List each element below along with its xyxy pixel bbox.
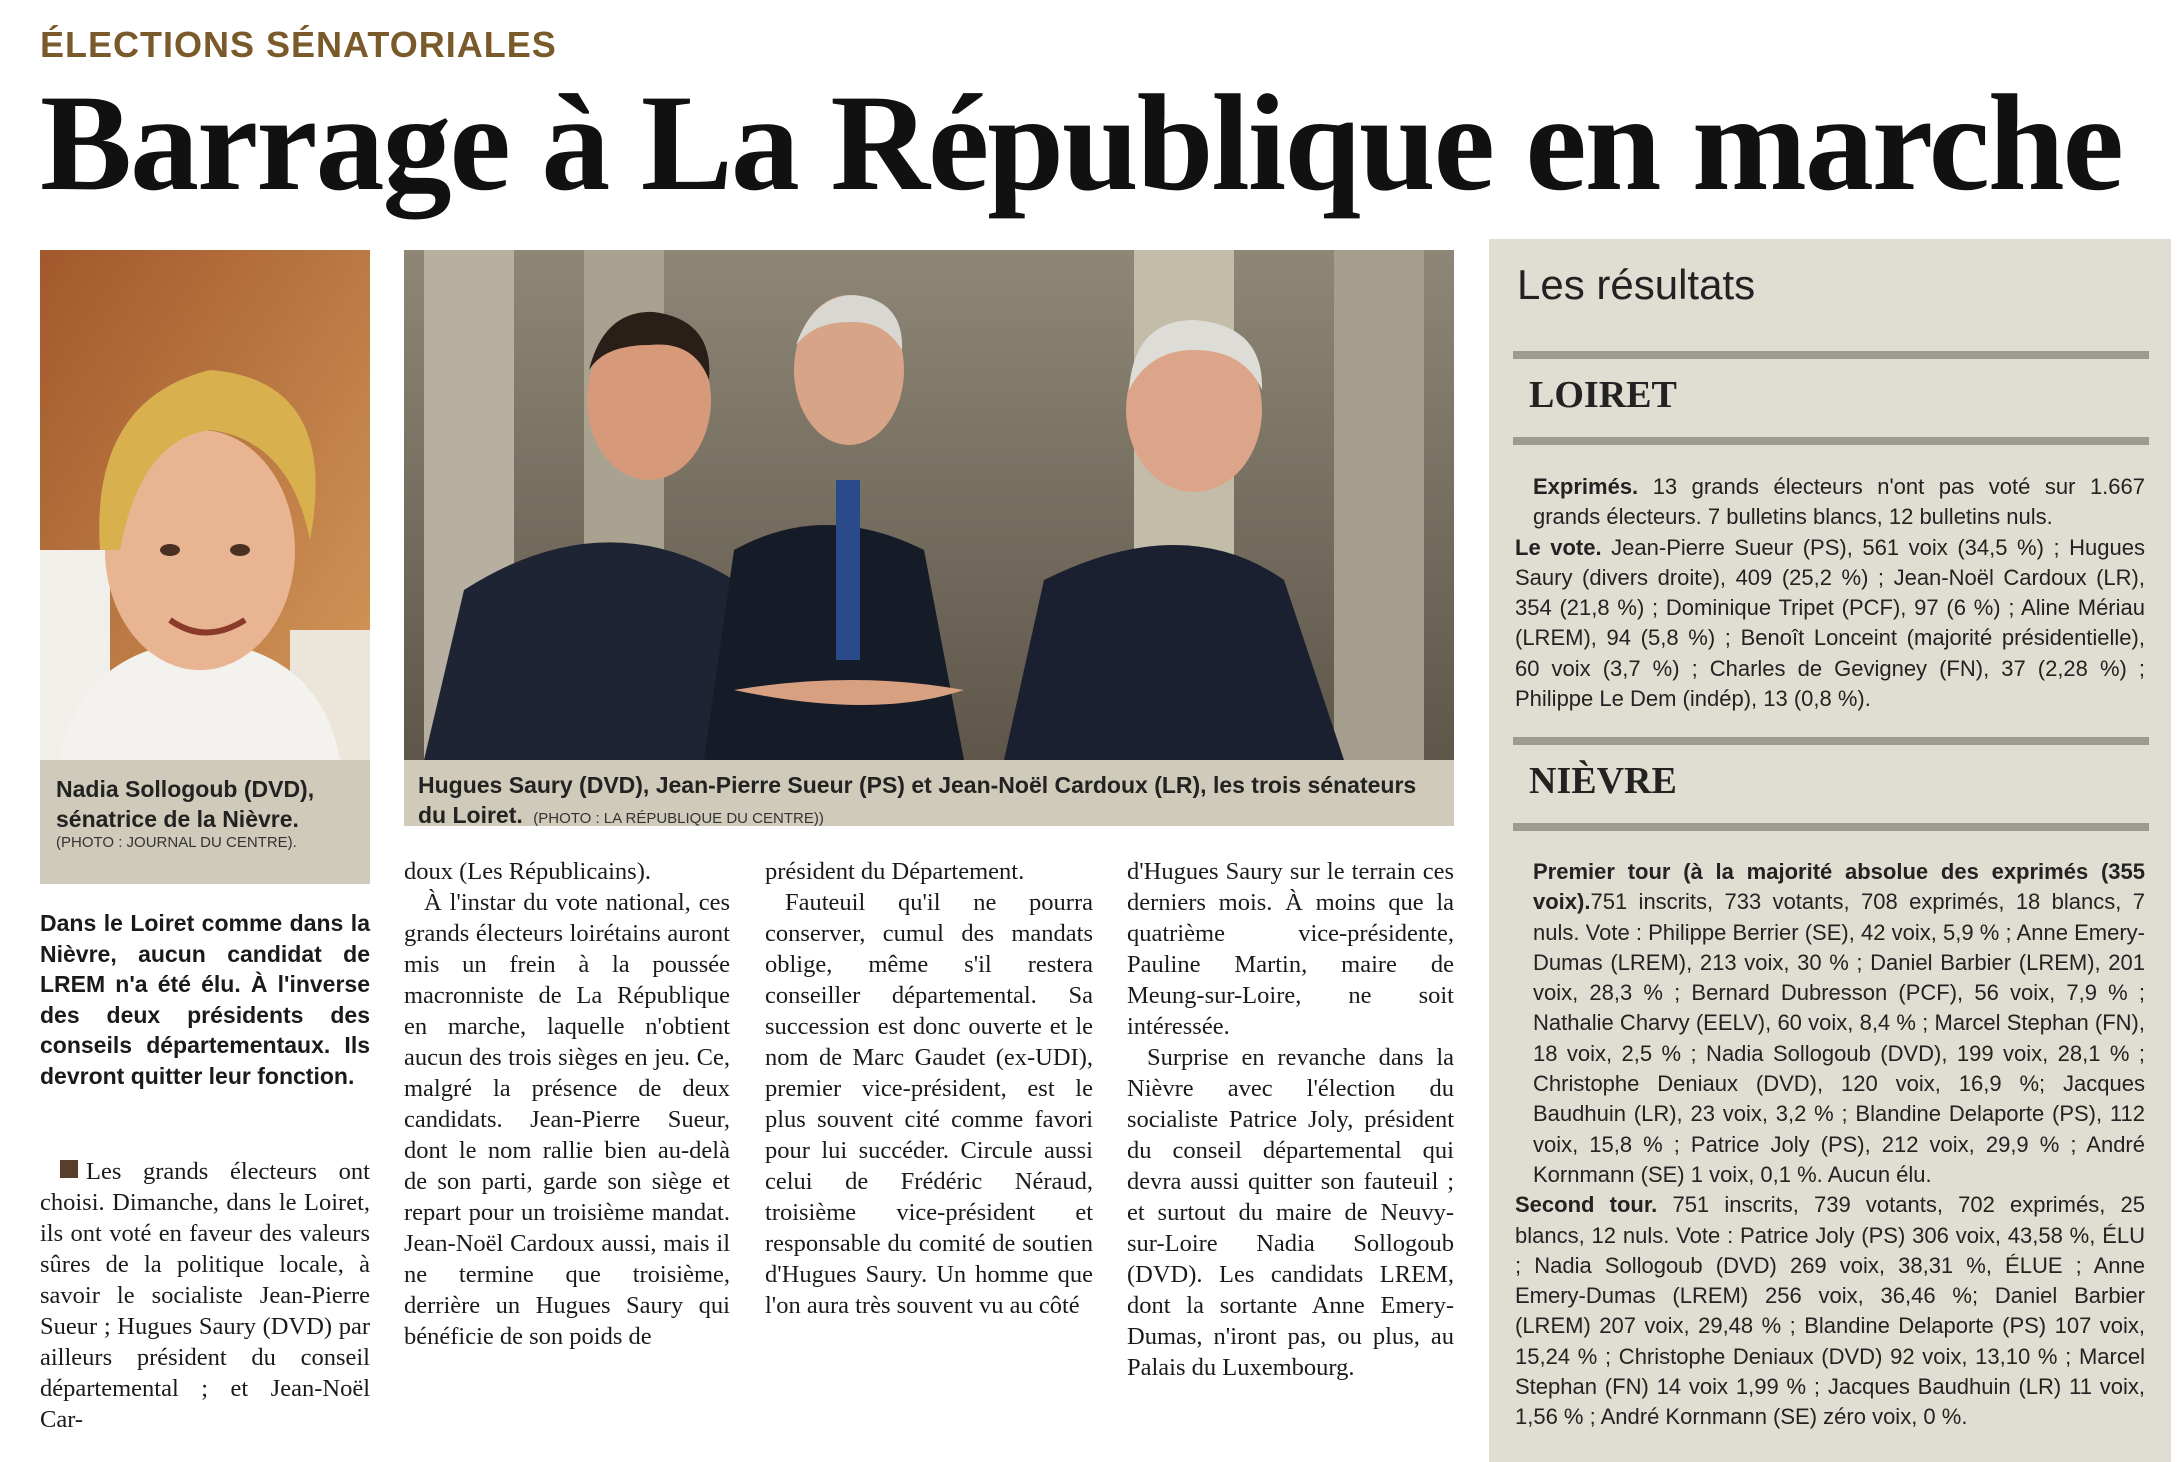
divider	[1513, 437, 2149, 445]
paragraph-text: Les grands électeurs ont choisi. Dimanche, dans le Loiret, ils ont voté en faveur des valeurs sûres de la politique locale, à savoir le socialiste Jean-Pierre Sueur ; Hugues Saury (DVD) par ailleurs président du conseil départemental ; et Jean-Noël Car-	[40, 1158, 370, 1433]
second-round-label: Second tour.	[1515, 1192, 1658, 1218]
paragraph: d'Hugues Saury sur le terrain ces derniers mois. À moins que la quatrième vice-présidente, Pauline Martin, maire de Meung-sur-Loire, ne soit intéressée.	[1127, 858, 1454, 1040]
first-round-label: Premier tour (à la majorité absolue des exprimés (355 voix).	[1533, 859, 2145, 915]
nievre-heading: NIÈVRE	[1529, 760, 1677, 802]
senators-photo-credit: (PHOTO : LA RÉPUBLIQUE DU CENTRE))	[533, 810, 824, 827]
nievre-results	[1515, 857, 2145, 1433]
senators-caption	[404, 760, 1454, 826]
bullet-marker	[60, 1160, 78, 1178]
divider	[1513, 823, 2149, 831]
portrait-photo-credit: (PHOTO : JOURNAL DU CENTRE).	[56, 834, 297, 851]
senators-photo	[404, 250, 1454, 760]
loiret-heading: LOIRET	[1529, 374, 1677, 416]
nievre-first-round	[1515, 857, 2145, 1190]
senators-image	[404, 250, 1454, 760]
portrait-image	[40, 250, 370, 760]
results-sidebar	[1489, 239, 2171, 1462]
loiret-vote	[1515, 533, 2145, 715]
vote-label: Le vote.	[1515, 534, 1602, 560]
body-column-1	[40, 1156, 370, 1435]
nievre-second-round	[1515, 1190, 2145, 1432]
paragraph: Fauteuil qu'il ne pourra conserver, cumul des mandats oblige, même s'il restera conseiller départemental. Sa succession est donc ouverte et le nom de Marc Gaudet (ex-UDI), premier vice-président, est le plus souvent cité comme favori pour lui succéder. Circule aussi celui de Frédéric Néraud, troisième vice-président et responsable du comité de soutien d'Hugues Saury. Un homme que l'on aura très souvent vu au côté	[765, 889, 1093, 1319]
paragraph: Surprise en revanche dans la Nièvre avec l'élection du socialiste Patrice Joly, président du conseil départemental qui devra aussi quitter son fauteuil ; et surtout du maire de Neuvy-sur-Loire Nadia Sollogoub (DVD). Les candidats LREM, dont la sortante Anne Emery-Dumas, n'iront pas, ou plus, au Palais du Luxembourg.	[1127, 1044, 1454, 1381]
portrait-caption-text: Nadia Sollogoub (DVD), sénatrice de la Nièvre.	[56, 776, 315, 832]
results-title: Les résultats	[1517, 261, 1756, 308]
lede: Dans le Loiret comme dans la Nièvre, aucun candidat de LREM n'a été élu. À l'inverse des deux présidents des conseils départementaux. Ils devront quitter leur fonction.	[40, 910, 370, 1089]
first-round-text: 751 inscrits, 733 votants, 708 exprimés, 18 blancs, 7 nuls. Vote : Philippe Berrier (SE), 42 voix, 5,9 % ; Anne Emery-Dumas (LREM), 213 voix, 30 % ; Daniel Barbier (LREM), 201 voix, 28,3 % ; Bernard Dubresson (PCF), 56 voix, 7,9 % ; Nathalie Charvy (EELV), 60 voix, 8,4 % ; Marcel Stephan (FN), 18 voix, 2,5 % ; Nadia Sollogoub (DVD), 199 voix, 28,1 % ; Christophe Deniaux (DVD), 120 voix, 16,9 %; Jacques Baudhuin (LR), 23 voix, 3,2 % ; Blandine Delaporte (PS), 112 voix, 15,8 % ; Patrice Joly (PS), 212 voix, 29,9 % ; André Kornmann (SE) 1 voix, 0,1 %. Aucun élu.	[1533, 889, 2145, 1187]
headline: Barrage à La République en marche	[40, 66, 2122, 219]
body-column-3	[765, 856, 1093, 1321]
paragraph: À l'instar du vote national, ces grands électeurs loirétains auront mis un frein à la poussée macronniste de La République en marche, laquelle n'obtient aucun des trois sièges en jeu. Ce, malgré la présence de deux candidats. Jean-Pierre Sueur, dont le nom rallie bien au-delà de son parti, garde son siège et repart pour un troisième mandat. Jean-Noël Cardoux aussi, mais il ne termine que troisième, derrière un Hugues Saury qui bénéficie de son poids de	[404, 889, 730, 1350]
exprimes-text: 13 grands électeurs n'ont pas voté sur 1.667 grands électeurs. 7 bulletins blancs, 12 bulletins nuls.	[1533, 474, 2145, 530]
senators-caption-text: Hugues Saury (DVD), Jean-Pierre Sueur (PS) et Jean-Noël Cardoux (LR), les trois sénateurs du Loiret.	[418, 772, 1417, 828]
loiret-exprimes	[1515, 472, 2145, 533]
second-round-text: 751 inscrits, 739 votants, 702 exprimés, 25 blancs, 12 nuls. Vote : Patrice Joly (PS) 306 voix, 43,58 %, ÉLU ; Nadia Sollogoub (DVD) 269 voix, 38,31 %, ÉLUE ; Anne Emery-Dumas (LREM) 256 voix, 36,46 %; Daniel Barbier (LREM) 207 voix, 29,48 % ; Blandine Delaporte (PS) 107 voix, 15,24 % ; Christophe Deniaux (DVD) 92 voix, 13,10 % ; Marcel Stephan (FN) 14 voix 1,99 % ; Jacques Baudhuin (LR) 11 voix, 1,56 % ; André Kornmann (SE) zéro voix, 0 %.	[1515, 1192, 2145, 1430]
divider	[1513, 737, 2149, 745]
body-column-2	[404, 856, 730, 1352]
body-column-4	[1127, 856, 1454, 1383]
paragraph: président du Département.	[765, 858, 1025, 885]
section-kicker: ÉLECTIONS SÉNATORIALES	[40, 24, 557, 65]
exprimes-label: Exprimés.	[1533, 474, 1639, 499]
portrait-caption	[40, 760, 370, 884]
paragraph	[40, 1156, 370, 1435]
loiret-results	[1515, 472, 2145, 714]
divider	[1513, 351, 2149, 359]
portrait-photo	[40, 250, 370, 760]
vote-text: Jean-Pierre Sueur (PS), 561 voix (34,5 %) ; Hugues Saury (divers droite), 409 (25,2 %) ; Jean-Noël Cardoux (LR), 354 (21,8 %) ; Dominique Tripet (PCF), 97 (6 %) ; Aline Mériau (LREM), 94 (5,8 %) ; Benoît Lonceint (majorité présidentielle), 60 voix (3,7 %) ; Charles de Gevigney (FN), 37 (2,28 %) ; Philippe Le Dem (indép), 13 (0,8 %).	[1515, 534, 2145, 712]
paragraph: doux (Les Républicains).	[404, 858, 651, 885]
